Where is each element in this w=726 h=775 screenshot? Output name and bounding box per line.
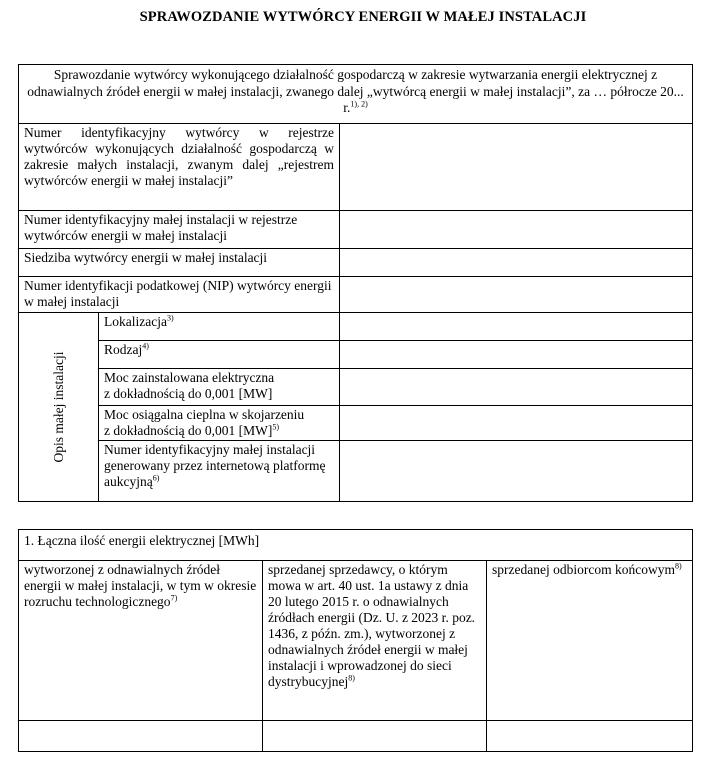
sold-to-end-users-header: sprzedanej odbiorcom końcowym$^{8)}$ [487, 561, 693, 721]
heat-power-label: Moc osiągalna cieplna w skojarzeniu z dokładnością do 0,001 [MW]$^{5)}$ [99, 406, 340, 441]
installation-number-label: Numer identyfikacyjny małej instalacji w rejestrze wytwórców energii w małej instalacji [19, 211, 340, 249]
installation-description-group [19, 313, 99, 502]
heat-power-footnote: 5) [272, 422, 280, 432]
report-header-cell [19, 65, 693, 124]
sold-to-seller-footnote: 8) [348, 673, 355, 683]
produced-energy-value[interactable] [19, 721, 263, 752]
type-label: Rodzaj$^{4)}$ [99, 341, 340, 369]
auction-id-value[interactable] [340, 441, 693, 502]
nip-value[interactable] [340, 277, 693, 313]
sold-to-seller-value[interactable] [263, 721, 487, 752]
heat-power-value[interactable] [340, 406, 693, 441]
energy-header: 1. Łączna ilość energii elektrycznej [MWh] [19, 530, 693, 561]
auction-id-footnote: 6) [152, 473, 160, 483]
report-info-table [18, 64, 693, 502]
report-header-text: Sprawozdanie wytwórcy wykonującego działalność gospodarczą w zakresie wytwarzania energii elektrycznej z odnawialnych źródeł energii w małej instalacji, zwanego dalej „wytwórcą energii w małej instalacji”, za … półrocze 20... r. [27, 67, 684, 115]
nip-label: Numer identyfikacji podatkowej (NIP) wytwórcy energii w małej instalacji [19, 277, 340, 313]
produced-energy-header: wytworzonej z odnawialnych źródeł energii w małej instalacji, w tym w okresie rozruchu technologicznego$^{7)}$ [19, 561, 263, 721]
location-footnote: 3) [166, 313, 174, 323]
registry-number-value[interactable] [340, 124, 693, 211]
document-title: SPRAWOZDANIE WYTWÓRCY ENERGII W MAŁEJ INSTALACJI [139, 9, 587, 25]
sold-to-seller-header: sprzedanej sprzedawcy, o którym mowa w art. 40 ust. 1a ustawy z dnia 20 lutego 2015 r. o odnawialnych źródłach energii (Dz. U. z 2023 r. poz. 1436, z późn. zm.), wytworzonej z odnawialnych źródeł energii w małej instalacji i wprowadzonej do sieci dystrybucyjnej$^{8)}$ [263, 561, 487, 721]
producer-seat-label: Siedziba wytwórcy energii w małej instalacji [19, 249, 340, 277]
electric-power-label: Moc zainstalowana elektryczna z dokładnością do 0,001 [MW] [99, 369, 340, 406]
sold-to-end-users-footnote: 8) [674, 561, 682, 571]
auction-id-label: Numer identyfikacyjny małej instalacji generowany przez internetową platformę aukcyjną$^{6)}$ [99, 441, 340, 502]
energy-amount-table [18, 529, 693, 752]
producer-seat-value[interactable] [340, 249, 693, 277]
installation-number-value[interactable] [340, 211, 693, 249]
registry-number-label: Numer identyfikacyjny wytwórcy w rejestrze wytwórców wykonujących działalność gospodarczą w zakresie małych instalacji, zwanym dalej „rejestrem wytwórców energii w małej instalacji” [19, 124, 340, 211]
location-value[interactable] [340, 313, 693, 341]
electric-power-value[interactable] [340, 369, 693, 406]
type-value[interactable] [340, 341, 693, 369]
location-label: Lokalizacja$^{3)}$ [99, 313, 340, 341]
report-header-footnote: 1), 2) [350, 99, 368, 109]
type-footnote: 4) [142, 341, 149, 351]
installation-description-label: Opis małej instalacji [50, 351, 66, 463]
produced-energy-footnote: 7) [170, 593, 178, 603]
sold-to-end-users-value[interactable] [487, 721, 693, 752]
